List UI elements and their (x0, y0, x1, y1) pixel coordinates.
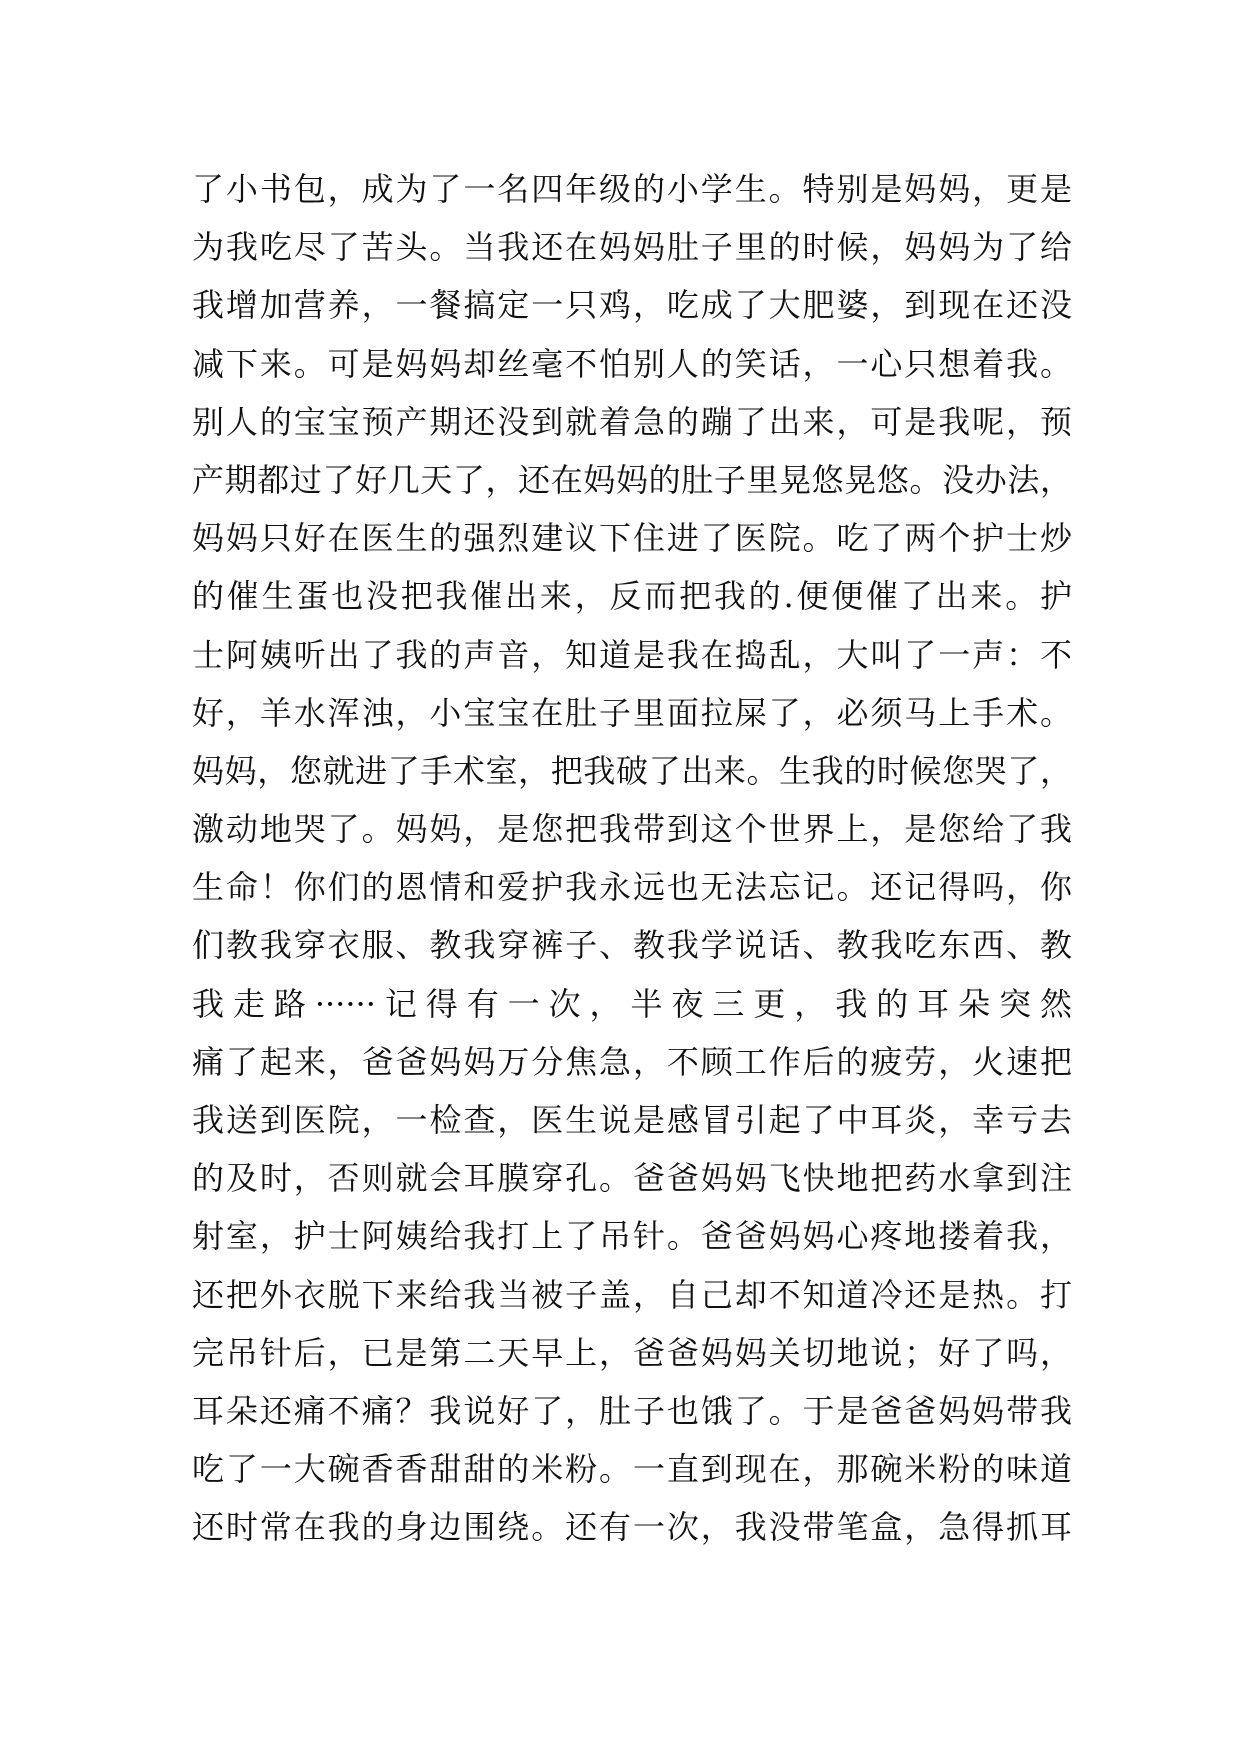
text-line: 的及时，否则就会耳膜穿孔。爸爸妈妈飞快地把药水拿到注 (192, 1159, 1072, 1198)
text-line: 痛了起来，爸爸妈妈万分焦急，不顾工作后的疲劳，火速把 (192, 1042, 1072, 1081)
text-line: 我增加营养，一餐搞定一只鸡，吃成了大肥婆，到现在还没 (192, 286, 1072, 325)
text-line: 生命！你们的恩情和爱护我永远也无法忘记。还记得吗，你 (192, 868, 1072, 907)
text-line: 吃了一大碗香香甜甜的米粉。一直到现在，那碗米粉的味道 (192, 1450, 1072, 1489)
text-line: 我走路······记得有一次，半夜三更，我的耳朵突然 (192, 984, 1072, 1023)
text-line: 好，羊水浑浊，小宝宝在肚子里面拉屎了，必须马上手术。 (192, 693, 1072, 732)
text-line: 士阿姨听出了我的声音，知道是我在捣乱，大叫了一声：不 (192, 635, 1072, 674)
text-line: 了小书包，成为了一名四年级的小学生。特别是妈妈，更是 (192, 170, 1072, 208)
text-line: 我送到医院，一检查，医生说是感冒引起了中耳炎，幸亏去 (192, 1101, 1072, 1139)
text-line: 产期都过了好几天了，还在妈妈的肚子里晃悠晃悠。没办法， (192, 460, 1072, 499)
text-line: 妈妈只好在医生的强烈建议下住进了医院。吃了两个护士炒 (192, 519, 1072, 558)
text-line: 妈妈，您就进了手术室，把我破了出来。生我的时候您哭了， (192, 751, 1072, 790)
text-line: 为我吃尽了苦头。当我还在妈妈肚子里的时候，妈妈为了给 (192, 228, 1072, 267)
text-line: 射室，护士阿姨给我打上了吊针。爸爸妈妈心疼地搂着我， (192, 1217, 1072, 1256)
text-line: 减下来。可是妈妈却丝毫不怕别人的笑话，一心只想着我。 (192, 344, 1072, 383)
text-line: 还把外衣脱下来给我当被子盖，自己却不知道冷还是热。打 (192, 1275, 1072, 1314)
text-line: 激动地哭了。妈妈，是您把我带到这个世界上，是您给了我 (192, 810, 1072, 849)
body-text (192, 160, 1072, 1557)
text-line: 还时常在我的身边围绕。还有一次，我没带笔盒，急得抓耳 (192, 1508, 1072, 1547)
text-line: 完吊针后，已是第二天早上，爸爸妈妈关切地说；好了吗， (192, 1333, 1072, 1372)
text-line: 的催生蛋也没把我催出来，反而把我的.便便催了出来。护 (192, 577, 1072, 616)
text-line: 别人的宝宝预产期还没到就着急的蹦了出来，可是我呢，预 (192, 402, 1072, 441)
text-line: 耳朵还痛不痛？我说好了，肚子也饿了。于是爸爸妈妈带我 (192, 1391, 1072, 1430)
text-line: 们教我穿衣服、教我穿裤子、教我学说话、教我吃东西、教 (192, 926, 1072, 965)
